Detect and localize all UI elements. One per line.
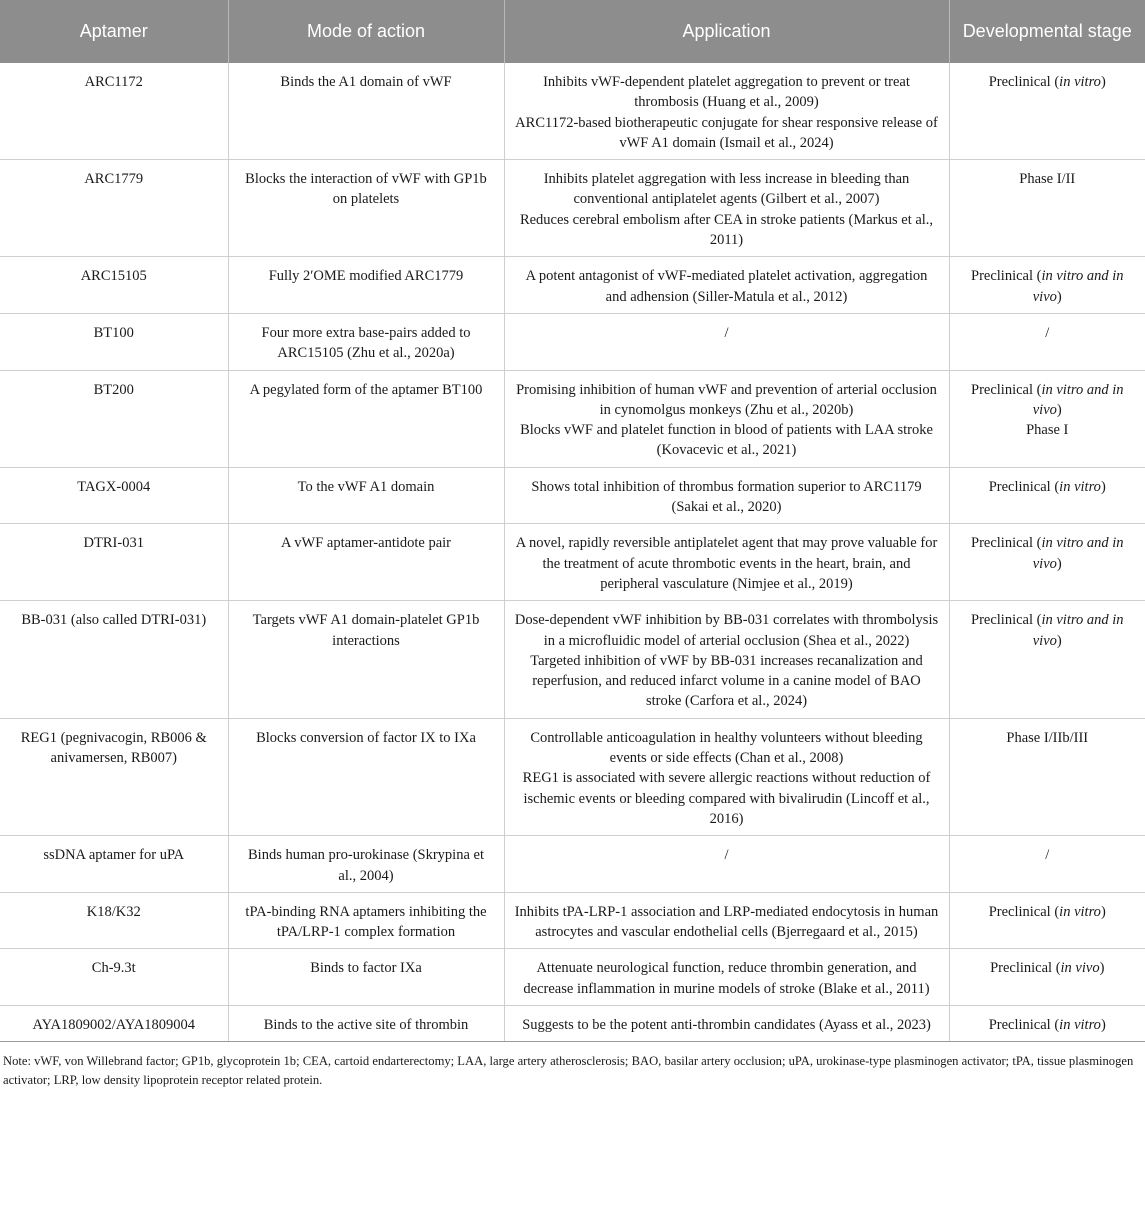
cell-application bbox=[504, 601, 949, 718]
application-entry: Inhibits tPA-LRP-1 association and LRP-mediated endocytosis in human astrocytes and vascular endothelial cells (Bjerregaard et al., 2015) bbox=[514, 903, 939, 941]
cell-aptamer: Ch-9.3t bbox=[0, 949, 228, 1006]
table-row bbox=[0, 836, 1145, 893]
stage-study-type: in vivo bbox=[1060, 960, 1100, 977]
cell-mode-of-action: tPA-binding RNA aptamers inhibiting the tPA/LRP-1 complex formation bbox=[228, 892, 504, 949]
application-entry: Reduces cerebral embolism after CEA in stroke patients (Markus et al., 2011) bbox=[519, 211, 934, 249]
header-aptamer: Aptamer bbox=[0, 0, 228, 63]
stage-text: ) bbox=[1100, 1016, 1106, 1033]
stage-text: Preclinical ( bbox=[971, 535, 1042, 552]
stage-text: ) bbox=[1100, 74, 1106, 90]
application-entry: Inhibits platelet aggregation with less increase in bleeding than conventional antiplatelet agents (Gilbert et al., 2007) bbox=[543, 171, 910, 208]
cell-mode-of-action: Blocks the interaction of vWF with GP1b on platelets bbox=[228, 160, 504, 257]
table-body bbox=[0, 63, 1145, 1042]
header-developmental-stage: Developmental stage bbox=[949, 0, 1145, 63]
table-row bbox=[0, 949, 1145, 1006]
cell-application bbox=[504, 370, 949, 467]
application-entry: A novel, rapidly reversible antiplatelet agent that may prove valuable for the treatment of acute thrombotic events in the heart, brain, and peripheral vasculature (Nimjee et al., 2019) bbox=[515, 535, 938, 592]
header-mode-of-action: Mode of action bbox=[228, 0, 504, 63]
cell-mode-of-action: Targets vWF A1 domain-platelet GP1b interactions bbox=[228, 601, 504, 718]
table-row bbox=[0, 313, 1145, 370]
cell-mode-of-action: Binds the A1 domain of vWF bbox=[228, 63, 504, 160]
cell-developmental-stage bbox=[949, 524, 1145, 601]
cell-mode-of-action: Blocks conversion of factor IX to IXa bbox=[228, 718, 504, 835]
stage-text: ) bbox=[1056, 288, 1062, 305]
cell-developmental-stage bbox=[949, 63, 1145, 160]
cell-aptamer: ARC15105 bbox=[0, 257, 228, 314]
stage-text: Preclinical ( bbox=[990, 960, 1061, 977]
table-row bbox=[0, 1005, 1145, 1041]
cell-aptamer: BB-031 (also called DTRI-031) bbox=[0, 601, 228, 718]
cell-developmental-stage bbox=[949, 160, 1145, 257]
stage-text: ) bbox=[1100, 903, 1106, 920]
application-entry: Controllable anticoagulation in healthy volunteers without bleeding events or side effects (Chan et al., 2008) bbox=[530, 729, 923, 767]
cell-application bbox=[504, 63, 949, 160]
stage-text: Preclinical ( bbox=[971, 268, 1042, 285]
application-entry: A potent antagonist of vWF-mediated platelet activation, aggregation and adhension (Siller-Matula et al., 2012) bbox=[525, 268, 928, 305]
cell-mode-of-action: Fully 2′OME modified ARC1779 bbox=[228, 257, 504, 314]
stage-text: ) bbox=[1056, 632, 1062, 649]
cell-aptamer: K18/K32 bbox=[0, 892, 228, 949]
cell-application bbox=[504, 718, 949, 835]
cell-developmental-stage bbox=[949, 892, 1145, 949]
cell-mode-of-action: Four more extra base-pairs added to ARC15105 (Zhu et al., 2020a) bbox=[228, 313, 504, 370]
table-row bbox=[0, 718, 1145, 835]
table-footnote: Note: vWF, von Willebrand factor; GP1b, glycoprotein 1b; CEA, cartoid endarterectomy; LAA, large artery atherosclerosis; BAO, basilar artery occlusion; uPA, urokinase-type plasminogen activator; tPA, tissue plasminogen activator; LRP, low density lipoprotein receptor related protein. bbox=[3, 1054, 1134, 1088]
table-row bbox=[0, 160, 1145, 257]
table-row bbox=[0, 63, 1145, 160]
stage-text: Phase I bbox=[1026, 422, 1069, 439]
cell-application bbox=[504, 949, 949, 1006]
stage-study-type: in vitro and in vivo bbox=[1032, 612, 1124, 649]
cell-developmental-stage bbox=[949, 949, 1145, 1006]
application-entry: / bbox=[724, 847, 729, 864]
cell-mode-of-action: Binds to the active site of thrombin bbox=[228, 1005, 504, 1041]
cell-aptamer: REG1 (pegnivacogin, RB006 & anivamersen, RB007) bbox=[0, 718, 228, 835]
cell-aptamer: BT100 bbox=[0, 313, 228, 370]
application-entry: Blocks vWF and platelet function in blood of patients with LAA stroke (Kovacevic et al., 2021) bbox=[520, 422, 933, 459]
cell-application bbox=[504, 257, 949, 314]
cell-application bbox=[504, 892, 949, 949]
table-header-row bbox=[0, 0, 1145, 63]
application-entry: Shows total inhibition of thrombus formation superior to ARC1179 (Sakai et al., 2020) bbox=[531, 478, 922, 516]
cell-developmental-stage bbox=[949, 467, 1145, 524]
stage-text: ) bbox=[1100, 478, 1106, 495]
cell-aptamer: ssDNA aptamer for uPA bbox=[0, 836, 228, 893]
stage-text: Preclinical ( bbox=[988, 903, 1060, 920]
stage-study-type: in vitro and in vivo bbox=[1032, 535, 1124, 572]
application-entry: Suggests to be the potent anti-thrombin candidates (Ayass et al., 2023) bbox=[522, 1016, 931, 1033]
cell-developmental-stage bbox=[949, 601, 1145, 718]
stage-study-type: in vitro and in vivo bbox=[1032, 381, 1124, 418]
application-entry: / bbox=[724, 324, 729, 341]
header-application: Application bbox=[504, 0, 949, 63]
cell-mode-of-action: Binds to factor IXa bbox=[228, 949, 504, 1006]
cell-aptamer: BT200 bbox=[0, 370, 228, 467]
cell-aptamer: ARC1172 bbox=[0, 63, 228, 160]
cell-application bbox=[504, 1005, 949, 1041]
cell-application bbox=[504, 524, 949, 601]
cell-aptamer: AYA1809002/AYA1809004 bbox=[0, 1005, 228, 1041]
cell-developmental-stage bbox=[949, 257, 1145, 314]
stage-text: Phase I/IIb/III bbox=[1006, 729, 1089, 746]
cell-aptamer: ARC1779 bbox=[0, 160, 228, 257]
cell-aptamer: TAGX-0004 bbox=[0, 467, 228, 524]
cell-application bbox=[504, 467, 949, 524]
application-entry: Attenuate neurological function, reduce thrombin generation, and decrease inflammation in murine models of stroke (Blake et al., 2011) bbox=[523, 960, 930, 997]
application-entry: Dose-dependent vWF inhibition by BB-031 correlates with thrombolysis in a microfluidic model of arterial occlusion (Shea et al., 2022) bbox=[514, 612, 939, 649]
table-row bbox=[0, 257, 1145, 314]
cell-mode-of-action: A pegylated form of the aptamer BT100 bbox=[228, 370, 504, 467]
stage-text: / bbox=[1045, 847, 1050, 864]
table-row bbox=[0, 892, 1145, 949]
application-entry: Promising inhibition of human vWF and prevention of arterial occlusion in cynomolgus monkeys (Zhu et al., 2020b) bbox=[516, 381, 937, 418]
stage-text: Preclinical ( bbox=[988, 478, 1060, 495]
table-row bbox=[0, 524, 1145, 601]
cell-developmental-stage bbox=[949, 836, 1145, 893]
stage-text: ) bbox=[1099, 960, 1105, 977]
cell-mode-of-action: Binds human pro-urokinase (Skrypina et al., 2004) bbox=[228, 836, 504, 893]
table-row bbox=[0, 370, 1145, 467]
cell-application bbox=[504, 313, 949, 370]
stage-text: Preclinical ( bbox=[988, 1016, 1060, 1033]
stage-text: ) bbox=[1056, 401, 1062, 418]
cell-mode-of-action: A vWF aptamer-antidote pair bbox=[228, 524, 504, 601]
stage-study-type: in vitro and in vivo bbox=[1032, 268, 1124, 305]
cell-mode-of-action: To the vWF A1 domain bbox=[228, 467, 504, 524]
table-row bbox=[0, 467, 1145, 524]
application-entry: REG1 is associated with severe allergic reactions without reduction of ischemic events or bleeding compared with bivalirudin (Lincoff et al., 2016) bbox=[522, 770, 931, 827]
application-entry: Inhibits vWF-dependent platelet aggregation to prevent or treat thrombosis (Huang et al., 2009) bbox=[543, 74, 910, 111]
cell-developmental-stage bbox=[949, 718, 1145, 835]
cell-aptamer: DTRI-031 bbox=[0, 524, 228, 601]
stage-text: Preclinical ( bbox=[971, 612, 1042, 629]
stage-text: Preclinical ( bbox=[971, 381, 1042, 398]
application-entry: Targeted inhibition of vWF by BB-031 increases recanalization and reperfusion, and reduced infarct volume in a canine model of BAO stroke (Carfora et al., 2024) bbox=[530, 652, 923, 710]
cell-application bbox=[504, 160, 949, 257]
application-entry: ARC1172-based biotherapeutic conjugate for shear responsive release of vWF A1 domain (Ismail et al., 2024) bbox=[515, 114, 938, 151]
table-row bbox=[0, 601, 1145, 718]
stage-text: / bbox=[1045, 324, 1050, 341]
stage-study-type: in vitro bbox=[1059, 1016, 1101, 1033]
stage-study-type: in vitro bbox=[1059, 478, 1101, 495]
stage-study-type: in vitro bbox=[1059, 903, 1101, 920]
cell-application bbox=[504, 836, 949, 893]
stage-text: Preclinical ( bbox=[988, 74, 1060, 90]
cell-developmental-stage bbox=[949, 1005, 1145, 1041]
stage-study-type: in vitro bbox=[1059, 74, 1101, 90]
stage-text: Phase I/II bbox=[1019, 171, 1076, 188]
stage-text: ) bbox=[1056, 555, 1062, 572]
cell-developmental-stage bbox=[949, 370, 1145, 467]
cell-developmental-stage bbox=[949, 313, 1145, 370]
